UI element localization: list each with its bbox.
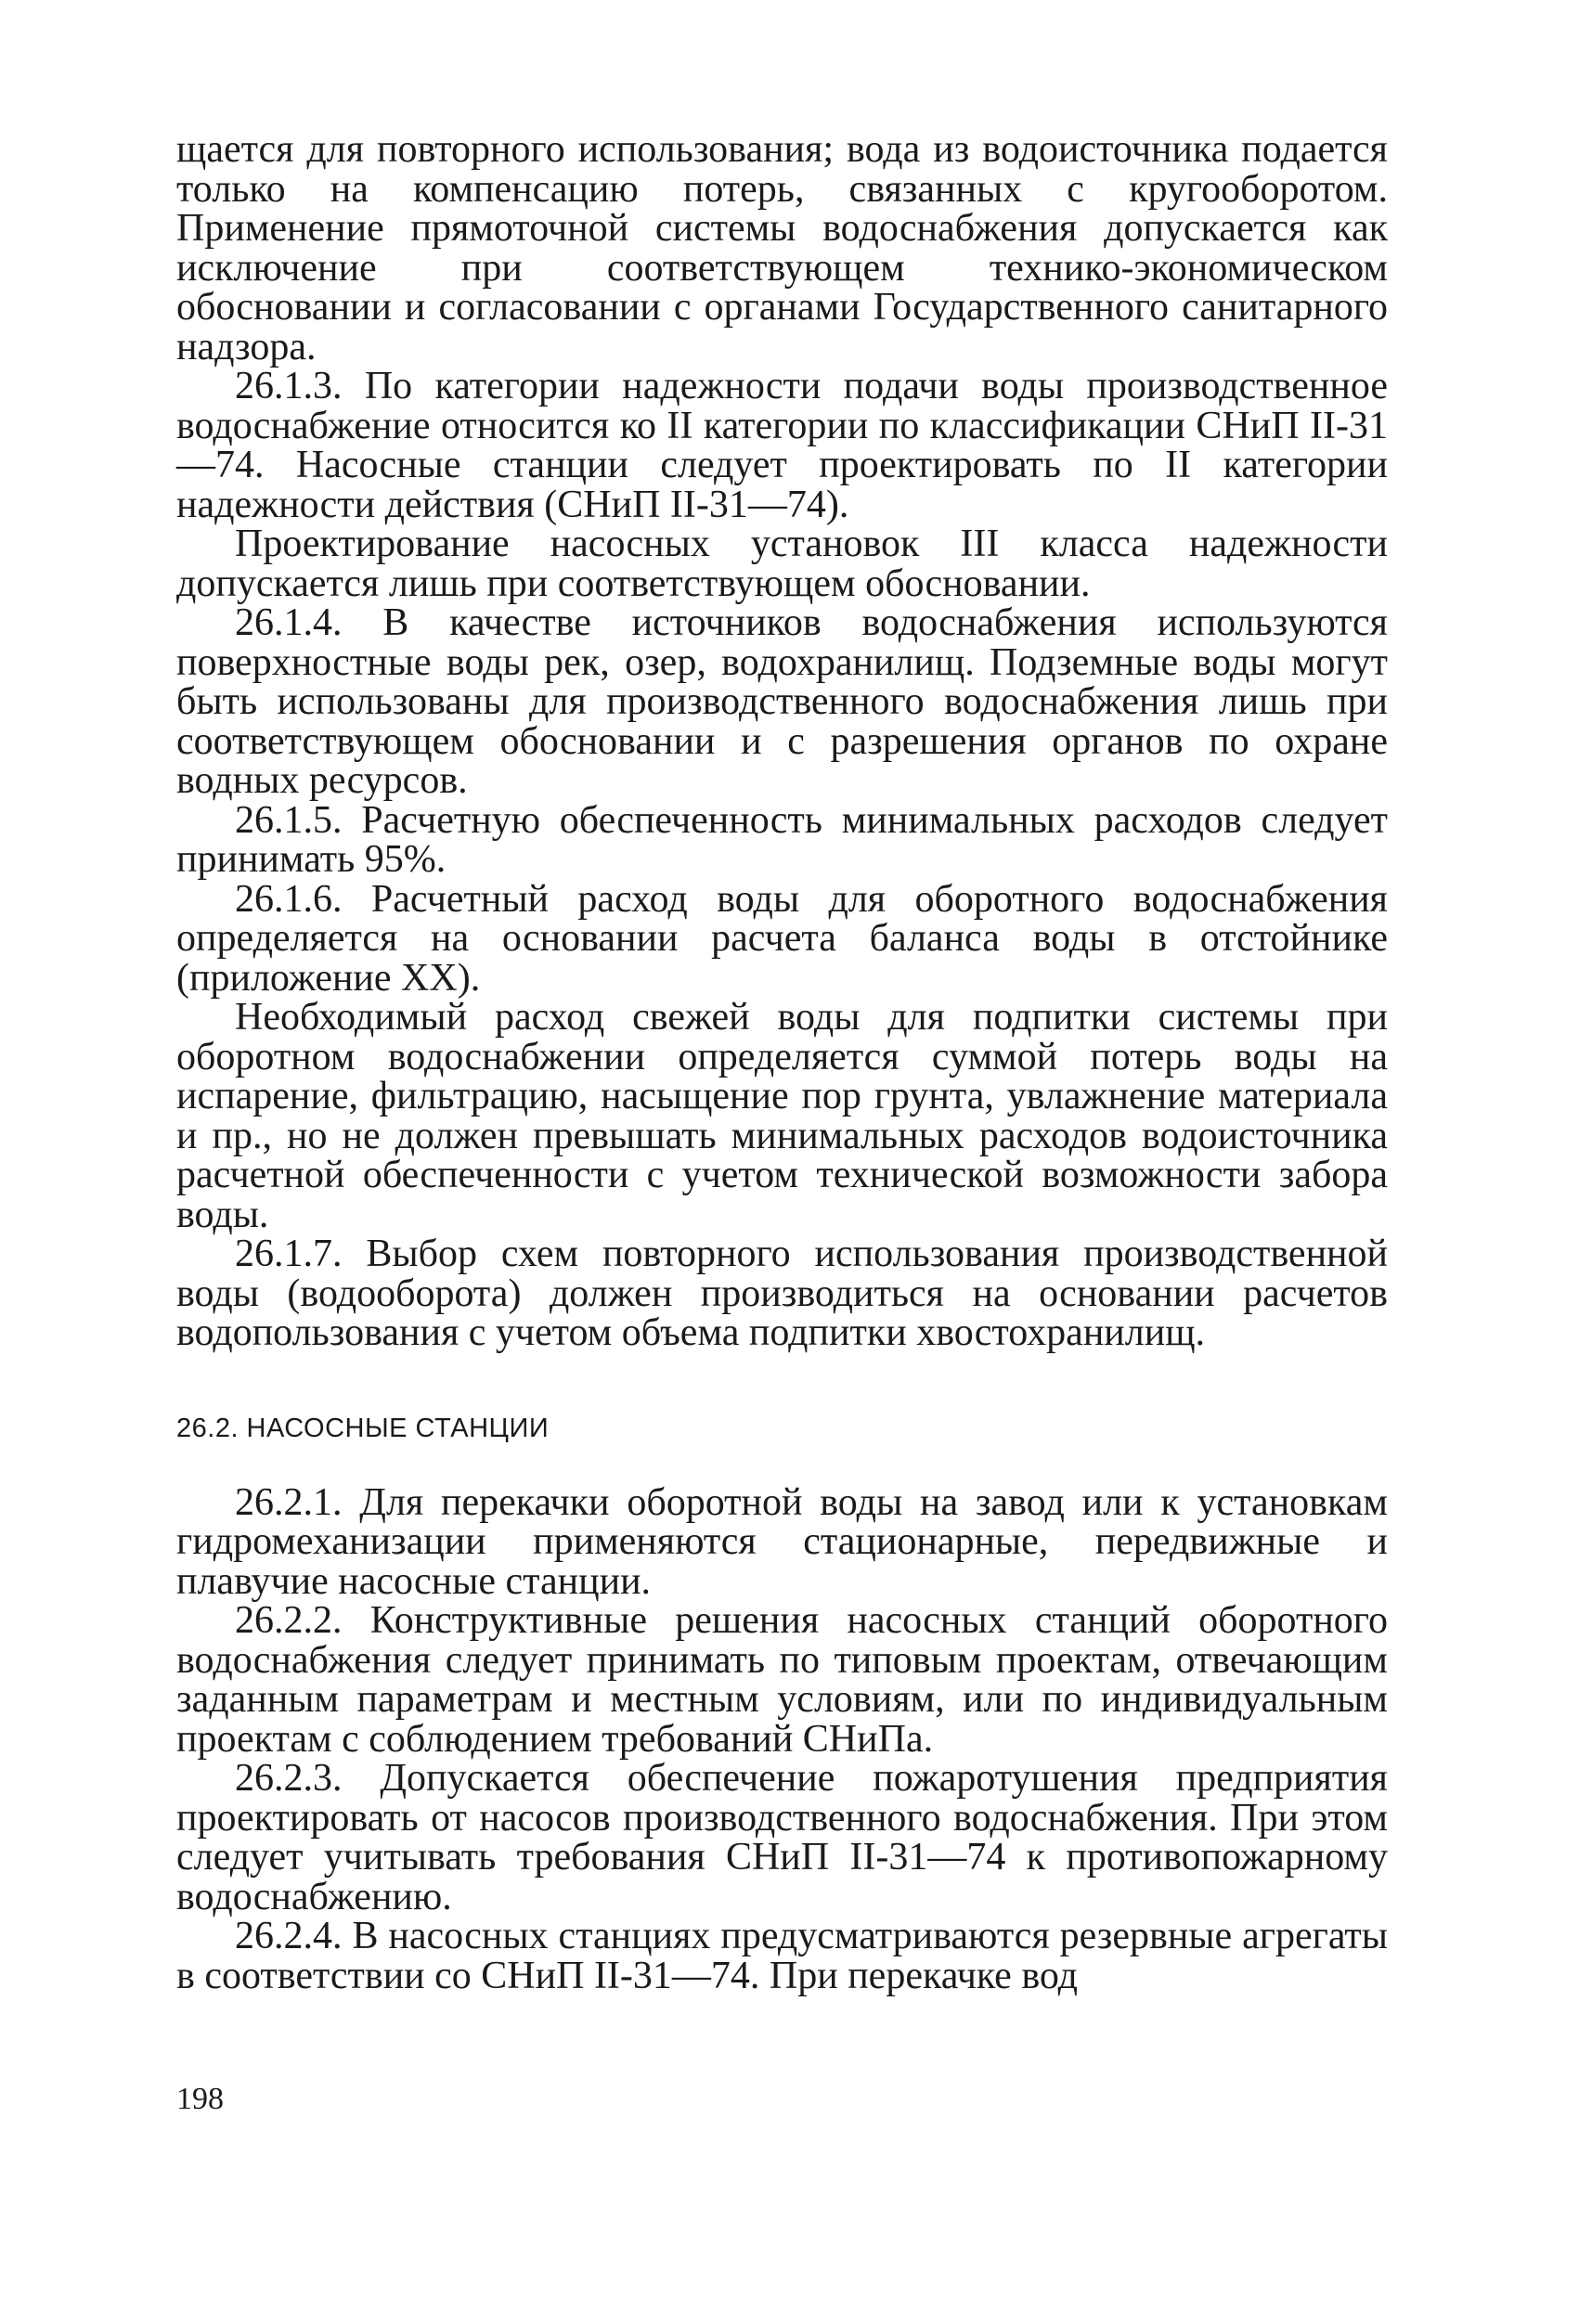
paragraph-26-1-3: 26.1.3. По категории надежности подачи воды производственное водоснабжение относится ко II категории по классификации СНиП II-31—74. Насосные станции следует проектировать по II категории надежности действия (СНиП II-31—74).: [176, 365, 1388, 526]
paragraph-26-2-1: 26.2.1. Для перекачки оборотной воды на завод или к установкам гидромеханизации применяются стационарные, передвижные и плавучие насосные станции.: [176, 1480, 1388, 1603]
paragraph-fresh-water: Необходимый расход свежей воды для подпитки системы при оборотном водоснабжении определяется суммой потерь воды на испарение, фильтрацию, насыщение пор грунта, увлажнение материала и пр., но не должен превышать минимальных расходов водоисточника расчетной обеспеченности с учетом технической возможности забора воды.: [176, 996, 1388, 1236]
paragraph-26-2-4: 26.2.4. В насосных станциях предусматриваются резервные агрегаты в соответствии со СНиП II-31—74. При перекачке вод: [176, 1915, 1388, 1997]
section-heading: 26.2. НАСОСНЫЕ СТАНЦИИ: [176, 1413, 550, 1443]
paragraph-26-2-3: 26.2.3. Допускается обеспечение пожаротушения предприятия проектировать от насосов производственного водоснабжения. При этом следует учитывать требования СНиП II-31—74 к противопожарному водоснабжению.: [176, 1757, 1388, 1918]
paragraph-26-1-4: 26.1.4. В качестве источников водоснабжения используются поверхностные воды рек, озер, водохранилищ. Подземные воды могут быть использованы для производственного водоснабжения лишь при соответствующем обосновании и с разрешения органов по охране водных ресурсов.: [176, 601, 1388, 802]
paragraph-26-1-6: 26.1.6. Расчетный расход воды для оборотного водоснабжения определяется на основании расчета баланса воды в отстойнике (приложение XX).: [176, 877, 1388, 1000]
page-content: [176, 130, 1388, 1995]
paragraph-continuation: щается для повторного использования; вода из водоисточника подается только на компенсацию потерь, связанных с кругооборотом. Применение прямоточной системы водоснабжения допускается как исключение при соответствующем технико-экономическом обосновании и согласовании с органами Государственного санитарного надзора.: [176, 128, 1388, 368]
paragraph-26-1-7: 26.1.7. Выбор схем повторного использования производственной воды (водооборота) должен производиться на основании расчетов водопользования с учетом объема подпитки хвостохранилищ.: [176, 1233, 1388, 1354]
paragraph-class-iii: Проектирование насосных установок III класса надежности допускается лишь при соответствующем обосновании.: [176, 523, 1388, 605]
paragraph-26-1-5: 26.1.5. Расчетную обеспеченность минимальных расходов следует принимать 95%.: [176, 798, 1388, 881]
paragraph-26-2-2: 26.2.2. Конструктивные решения насосных станций оборотного водоснабжения следует принимать по типовым проектам, отвечающим заданным параметрам и местным условиям, или по индивидуальным проектам с соблюдением требований СНиПа.: [176, 1599, 1388, 1761]
page-number: 198: [176, 2082, 224, 2116]
